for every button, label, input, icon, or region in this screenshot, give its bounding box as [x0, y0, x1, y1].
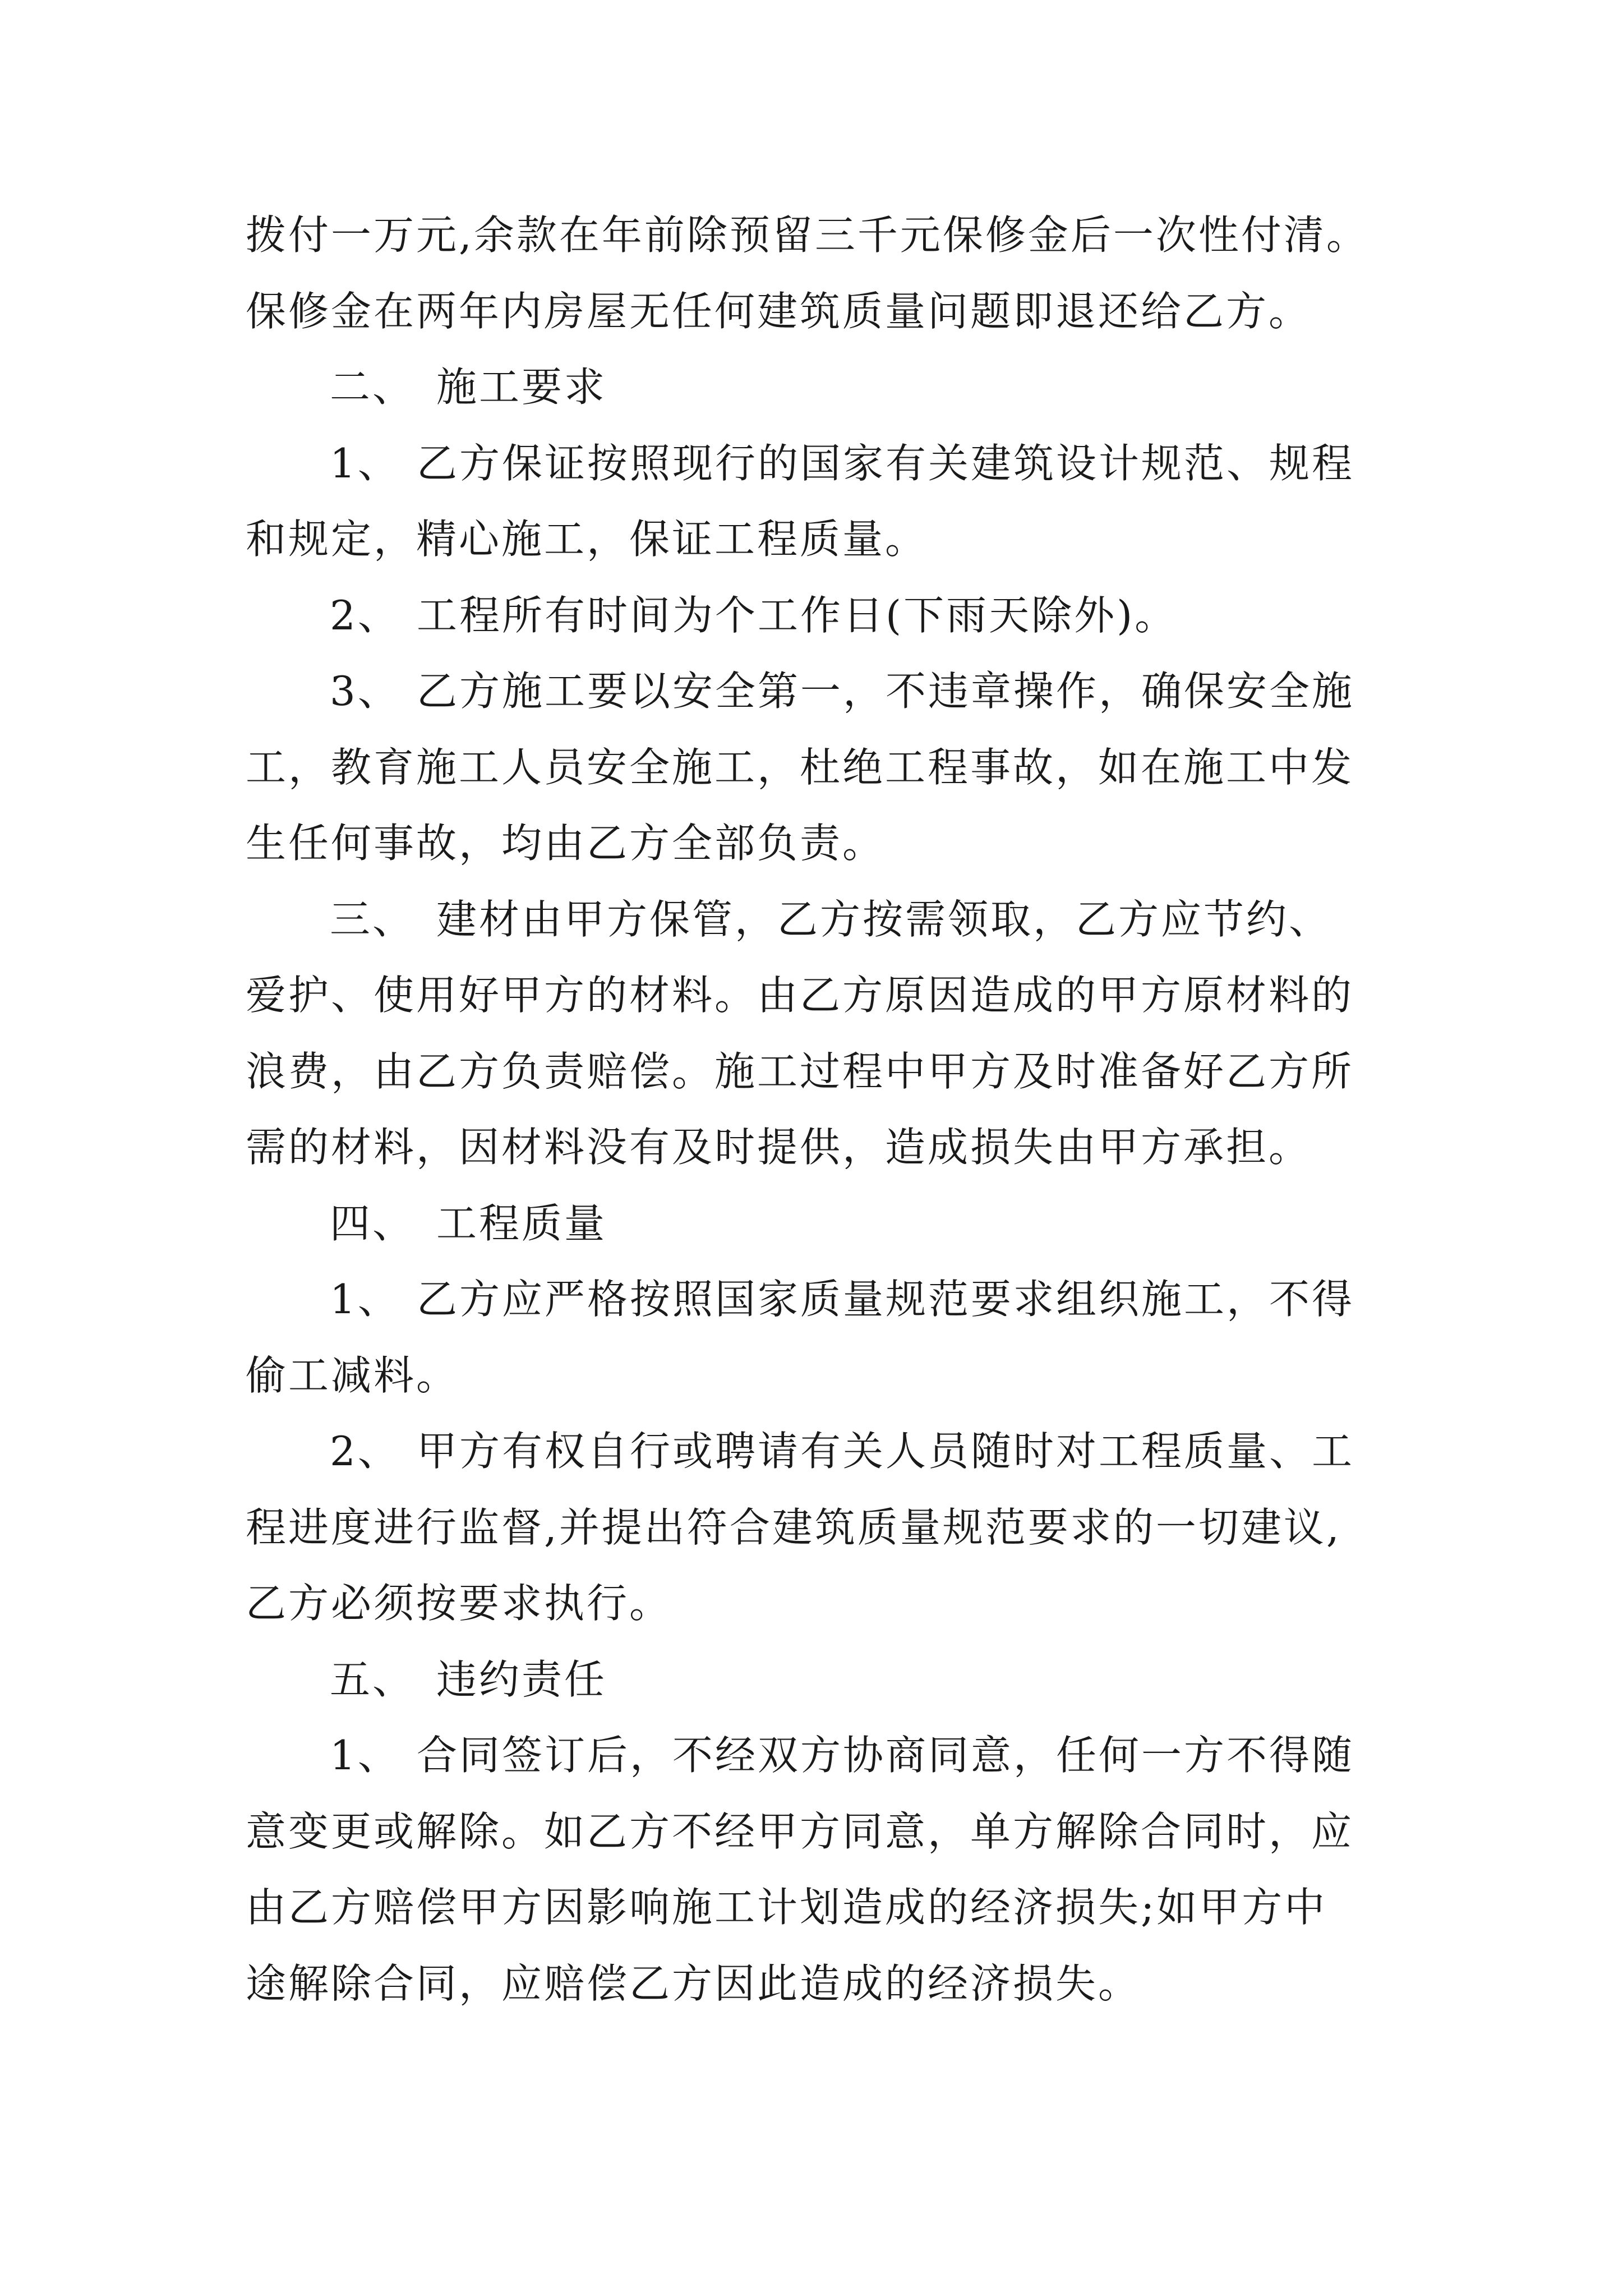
section-heading-2 [246, 349, 1423, 426]
text-line: 途解除合同，应赔偿乙方因此造成的经济损失。 [246, 1959, 1141, 2007]
text-line: 生任何事故，均由乙方全部负责。 [246, 820, 886, 867]
section-number: 三、 [330, 895, 416, 943]
clause-text: 乙方应严格按照国家质量规范要求组织施工，不得 [417, 1276, 1355, 1323]
clause-text: 合同签订后，不经双方协商同意，任何一方不得随 [417, 1732, 1355, 1779]
text-line: 保修金在两年内房屋无任何建筑质量问题即退还给乙方。 [246, 287, 1312, 335]
text-line: 浪费，由乙方负责赔偿。施工过程中甲方及时准备好乙方所 [246, 1047, 1354, 1095]
clause-number: 1、 [330, 439, 400, 487]
clause-2-1 [246, 426, 1423, 502]
section-title: 施工要求 [436, 364, 607, 411]
clause-4-2 [246, 1414, 1423, 1490]
clause-text: 乙方保证按照现行的国家有关建筑设计规范、规程 [417, 439, 1355, 487]
section-heading-3 [246, 882, 1423, 958]
text-line: 和规定，精心施工，保证工程质量。 [246, 516, 928, 563]
section-title: 工程质量 [436, 1199, 607, 1247]
section-number: 二、 [330, 364, 416, 411]
clause-number: 2、 [330, 591, 400, 639]
section-number: 五、 [330, 1655, 416, 1703]
text-line: 拨付一万元,余款在年前除预留三千元保修金后一次性付清。 [246, 211, 1369, 259]
text-line: 工，教育施工人员安全施工，杜绝工程事故，如在施工中发 [246, 743, 1354, 791]
clause-5-1 [246, 1718, 1423, 1794]
section-heading-4 [246, 1186, 1423, 1262]
text-line: 意变更或解除。如乙方不经甲方同意，单方解除合同时，应 [246, 1807, 1354, 1855]
section-heading-5 [246, 1642, 1423, 1718]
clause-4-1 [246, 1262, 1423, 1338]
section-number: 四、 [330, 1199, 416, 1247]
clause-2-2 [246, 578, 1423, 654]
clause-text: 甲方有权自行或聘请有关人员随时对工程质量、工 [417, 1428, 1355, 1475]
text-line: 由乙方赔偿甲方因影响施工计划造成的经济损失;如甲方中 [246, 1884, 1327, 1931]
document-body [246, 197, 1423, 2022]
clause-number: 1、 [330, 1732, 400, 1779]
clause-text: 工程所有时间为个工作日(下雨天除外)。 [417, 591, 1178, 639]
text-line: 乙方必须按要求执行。 [246, 1580, 672, 1627]
section-text: 建材由甲方保管，乙方按需领取，乙方应节约、 [436, 895, 1332, 943]
text-line: 程进度进行监督,并提出符合建筑质量规范要求的一切建议, [246, 1503, 1341, 1551]
text-line: 爱护、使用好甲方的材料。由乙方原因造成的甲方原材料的 [246, 972, 1354, 1019]
clause-text: 乙方施工要以安全第一，不违章操作，确保安全施 [417, 668, 1355, 715]
clause-2-3 [246, 654, 1423, 730]
clause-number: 3、 [330, 668, 400, 715]
clause-number: 1、 [330, 1276, 400, 1323]
text-line: 偷工减料。 [246, 1351, 459, 1399]
text-line: 需的材料，因材料没有及时提供，造成损失由甲方承担。 [246, 1124, 1312, 1171]
clause-number: 2、 [330, 1428, 400, 1475]
section-title: 违约责任 [436, 1655, 607, 1703]
